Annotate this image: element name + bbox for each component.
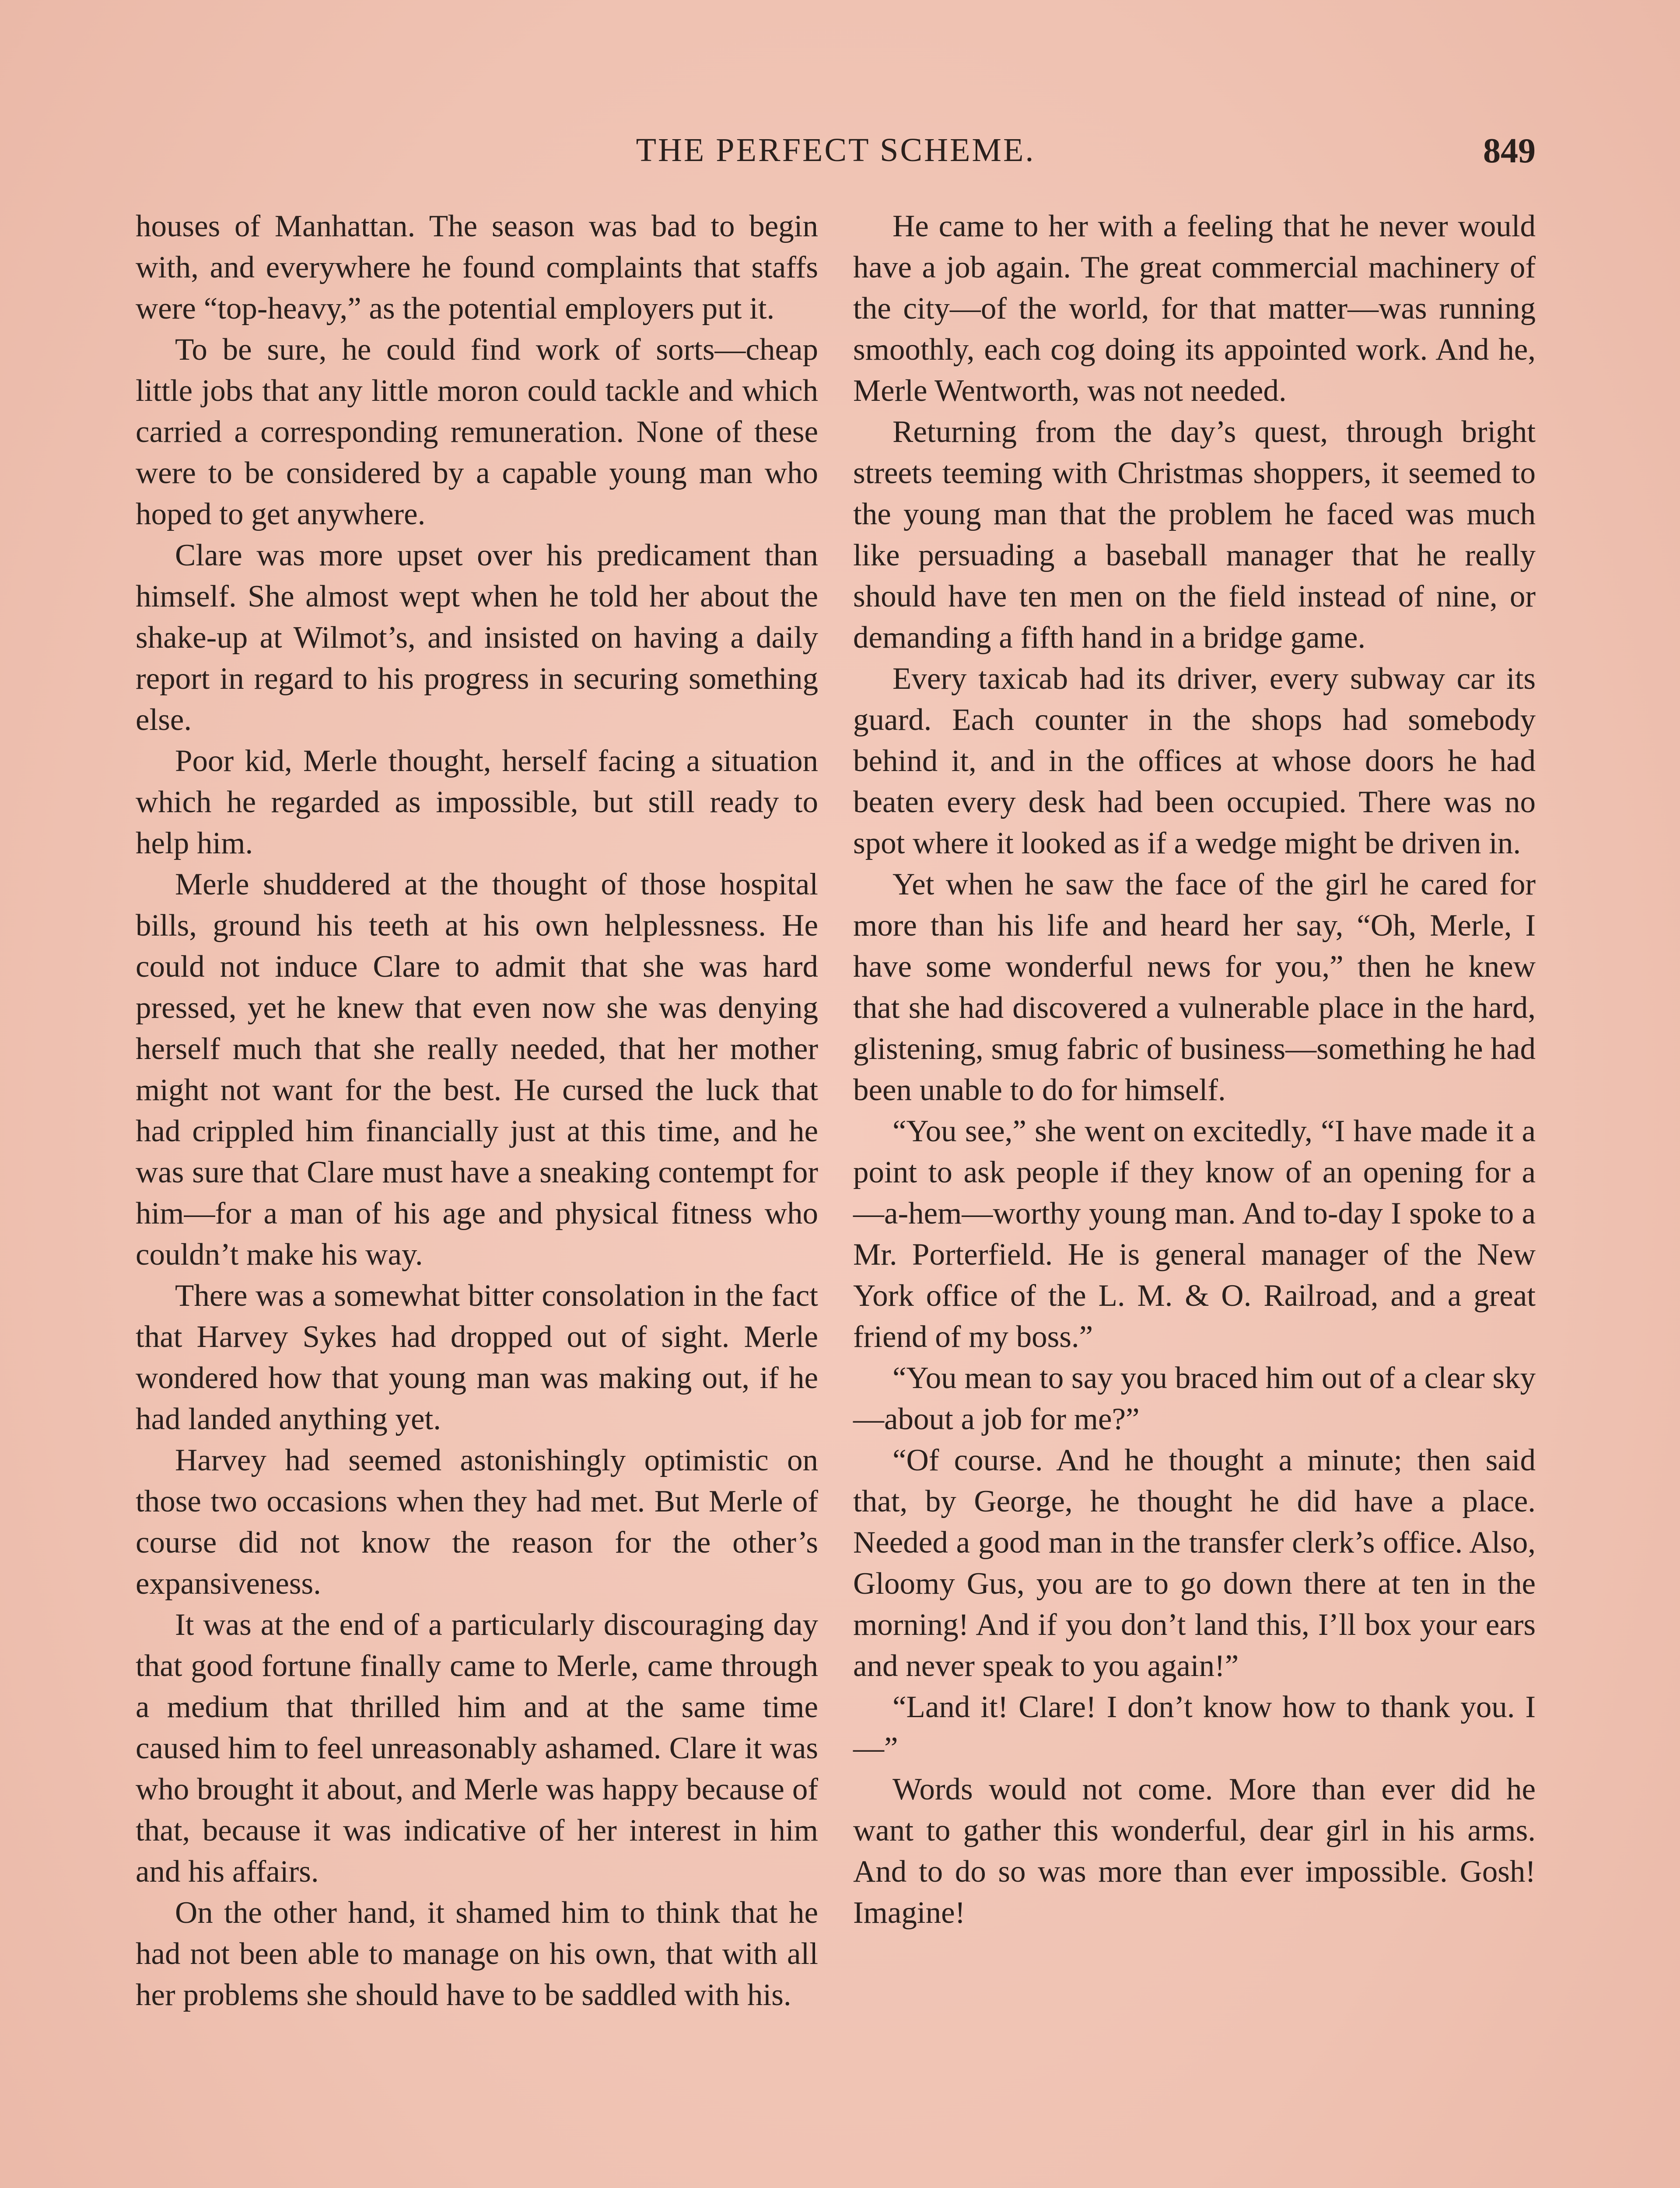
- paragraph: “You mean to say you braced him out of a clear sky—about a job for me?”: [853, 1361, 1536, 1436]
- paragraph: He came to her with a feeling that he never would have a job again. The great commercial machinery of the city—of the world, for that matter—was running smoothly, each cog doing its appointed work. And he, Merle Wentworth, was not needed.: [853, 209, 1536, 408]
- paragraph: Returning from the day’s quest, through bright streets teeming with Christmas shoppers, it seemed to the young man that the problem he faced was much like persuading a baseball manager that he really should have ten men on the field instead of nine, or demanding a fifth hand in a bridge game.: [853, 415, 1536, 655]
- paragraph: houses of Manhattan. The season was bad to begin with, and everywhere he found complaints that staffs were “top-heavy,” as the potential employers put it.: [136, 209, 818, 326]
- paragraph: There was a somewhat bitter consolation in the fact that Harvey Sykes had dropped out of sight. Merle wondered how that young man was making out, if he had landed anything yet.: [136, 1279, 818, 1436]
- paragraph: Harvey had seemed astonishingly optimistic on those two occasions when they had met. But Merle of course did not know the reason for the other’s expansiveness.: [136, 1443, 818, 1601]
- paragraph: It was at the end of a particularly discouraging day that good fortune finally came to Merle, came through a medium that thrilled him and at the same time caused him to feel unreasonably ashamed. Clare it was who brought it about, and Merle was happy because of that, because it was indicative of her interest in him and his affairs.: [136, 1608, 818, 1889]
- paragraph: “Land it! Clare! I don’t know how to thank you. I—”: [853, 1690, 1536, 1765]
- paragraph: Words would not come. More than ever did he want to gather this wonderful, dear girl in his arms. And to do so was more than ever impossible. Gosh! Imagine!: [853, 1772, 1536, 1930]
- paragraph: Merle shuddered at the thought of those hospital bills, ground his teeth at his own helplessness. He could not induce Clare to admit that she was hard pressed, yet he knew that even now she was denying herself much that she really needed, that her mother might not want for the best. He cursed the luck that had crippled him financially just at this time, and he was sure that Clare must have a sneaking contempt for him—for a man of his age and physical fitness who couldn’t make his way.: [136, 867, 818, 1272]
- left-column: [136, 206, 818, 2016]
- page-number: 849: [1483, 132, 1536, 170]
- paragraph: Clare was more upset over his predicament than himself. She almost wept when he told her about the shake-up at Wilmot’s, and insisted on having a daily report in regard to his progress in securing something else.: [136, 538, 818, 737]
- paragraph: Poor kid, Merle thought, herself facing a situation which he regarded as impossible, but still ready to help him.: [136, 744, 818, 860]
- paragraph: Every taxicab had its driver, every subway car its guard. Each counter in the shops had somebody behind it, and in the offices at whose doors he had beaten every desk had been occupied. There was no spot where it looked as if a wedge might be driven in.: [853, 662, 1536, 860]
- paragraph: Yet when he saw the face of the girl he cared for more than his life and heard her say, “Oh, Merle, I have some wonderful news for you,” then he knew that she had discovered a vulnerable place in the hard, glistening, smug fabric of business—something he had been unable to do for himself.: [853, 867, 1536, 1107]
- right-column: [853, 206, 1536, 1933]
- page-header: [136, 131, 1536, 179]
- paragraph: “You see,” she went on excitedly, “I have made it a point to ask people if they know of an opening for a —a-hem—worthy young man. And to-day I spoke to a Mr. Porterfield. He is general manager of the New York office of the L. M. & O. Railroad, and a great friend of my boss.”: [853, 1114, 1536, 1354]
- paragraph: On the other hand, it shamed him to think that he had not been able to manage on his own, that with all her problems she should have to be saddled with his.: [136, 1896, 818, 2012]
- paragraph: “Of course. And he thought a minute; then said that, by George, he thought he did have a place. Needed a good man in the transfer clerk’s office. Also, Gloomy Gus, you are to go down there at ten in the morning! And if you don’t land this, I’ll box your ears and never speak to you again!”: [853, 1443, 1536, 1683]
- paragraph: To be sure, he could find work of sorts—cheap little jobs that any little moron could tackle and which carried a corresponding remuneration. None of these were to be considered by a capable young man who hoped to get anywhere.: [136, 333, 818, 531]
- running-title: THE PERFECT SCHEME.: [636, 132, 1036, 168]
